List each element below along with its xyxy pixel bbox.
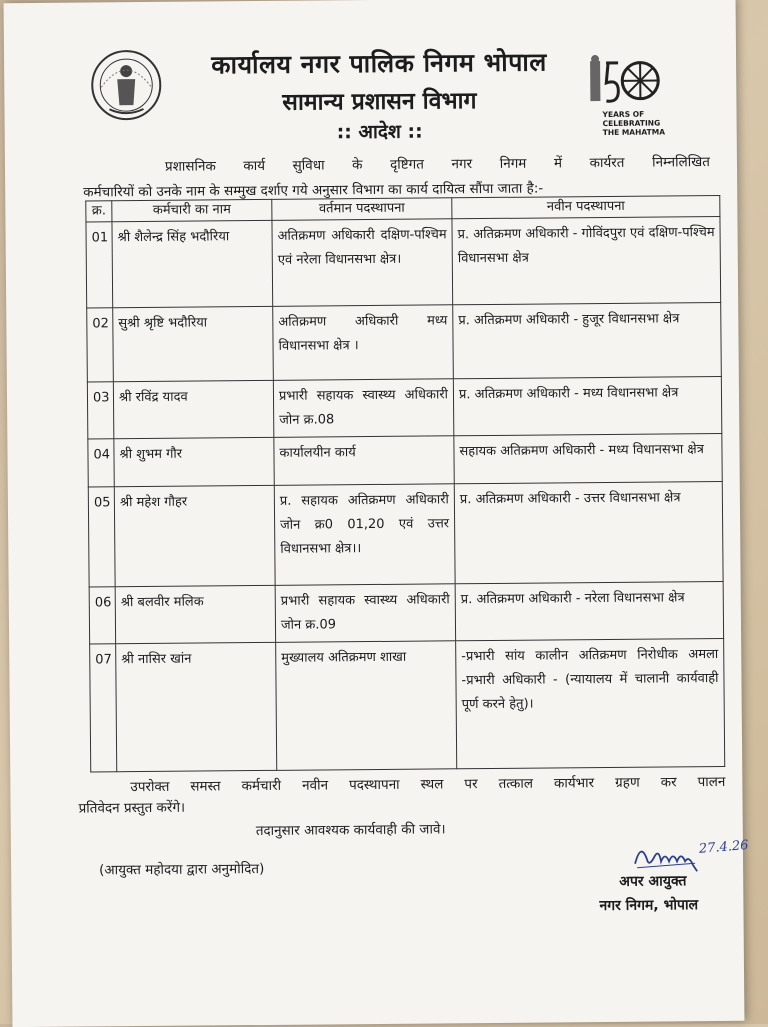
logo-caption-line: CELEBRATING <box>603 118 665 128</box>
cell-sn: 02 <box>87 308 114 382</box>
cell-name: श्री बलवीर मलिक <box>115 585 275 643</box>
table-row <box>90 638 725 772</box>
cell-name: श्री नासिर खांन <box>116 642 277 771</box>
order-document <box>4 0 745 1027</box>
cell-sn: 07 <box>90 644 117 772</box>
footer-line-2: प्रतिवेदन प्रस्तुत करेंगे। <box>78 798 185 817</box>
logo-caption <box>603 109 666 137</box>
designation-title: अपर आयुक्त <box>619 871 686 891</box>
logo-caption-line: YEARS OF <box>603 109 665 119</box>
cell-sn: 06 <box>89 587 115 644</box>
cell-new-posting: प्र. अतिक्रमण अधिकारी - हुजूर विधानसभा क्षेत्र <box>453 302 722 378</box>
logo-caption-line: THE MAHATMA <box>603 127 665 137</box>
cell-name: सुश्री श्रृष्टि भदौरिया <box>113 306 274 381</box>
intro-line-1: प्रशासनिक कार्य सुविधा के दृष्टिगत नगर निगम में कार्यरत निम्नलिखित <box>165 152 710 175</box>
cell-current-posting: कार्यालयीन कार्य <box>274 436 454 486</box>
cell-sn: 03 <box>87 382 113 439</box>
col-header-new-posting: नवीन पदस्थापना <box>452 195 720 218</box>
cell-new-posting: सहायक अतिक्रमण अधिकारी - मध्य विधानसभा क्षेत्र <box>454 433 722 483</box>
table-row <box>87 376 721 439</box>
order-heading: :: आदेश :: <box>195 116 565 145</box>
office-title: कार्यालय नगर पालिक निगम भोपाल <box>194 44 564 81</box>
cell-current-posting: अतिक्रमण अधिकारी मध्य विधानसभा क्षेत्र । <box>273 305 454 381</box>
footer-line-1: उपरोक्त समस्त कर्मचारी नवीन पदस्थापना स्थल पर तत्काल कार्यभार ग्रहण कर पालन <box>130 772 725 795</box>
cell-current-posting: प्रभारी सहायक स्वास्थ्य अधिकारी जोन क्र.08 <box>273 379 453 438</box>
designation-office: नगर निगम, भोपाल <box>599 895 698 915</box>
table-row <box>88 481 723 587</box>
cell-new-posting: प्र. अतिक्रमण अधिकारी - नरेला विधानसभा क्षेत्र <box>455 581 723 640</box>
cell-current-posting: प्रभारी सहायक स्वास्थ्य अधिकारी जोन क्र.09 <box>275 584 455 643</box>
cell-new-posting: प्र. अतिक्रमण अधिकारी - उत्तर विधानसभा क्षेत्र <box>454 481 723 583</box>
signature-date: 27.4.26 <box>698 838 749 857</box>
approval-note: (आयुक्त महोदया द्वारा अनुमोदित) <box>99 859 264 878</box>
table-row <box>86 216 721 308</box>
cell-new-posting: प्र. अतिक्रमण अधिकारी - गोविंदपुरा एवं दक्षिण-पश्चिम विधानसभा क्षेत्र <box>452 216 721 304</box>
table-row <box>87 302 722 382</box>
col-header-name: कर्मचारी का नाम <box>112 199 272 221</box>
cell-name: श्री महेश गौहर <box>114 485 275 586</box>
cell-sn: 04 <box>88 439 114 487</box>
table-row <box>88 433 722 487</box>
cell-current-posting: अतिक्रमण अधिकारी दक्षिण-पश्चिम एवं नरेला विधानसभा क्षेत्र। <box>272 219 453 307</box>
col-header-sn: क्र. <box>86 201 112 222</box>
cell-current-posting: मुख्यालय अतिक्रमण शाखा <box>276 641 457 771</box>
posting-table <box>85 195 725 773</box>
cell-name: श्री शुभम गौर <box>114 437 274 486</box>
cell-name: श्री रविंद्र यादव <box>113 380 273 438</box>
cell-current-posting: प्र. सहायक अतिक्रमण अधिकारी जोन क्र0 01,20 एवं उत्तर विधानसभा क्षेत्र।। <box>274 484 455 586</box>
cell-name: श्री शैलेन्द्र सिंह भदौरिया <box>112 220 273 307</box>
cell-sn: 05 <box>88 487 115 587</box>
footer-line-3: तदानुसार आवश्यक कार्यवाही की जावे। <box>256 819 446 839</box>
cell-sn: 01 <box>86 222 113 308</box>
intro-line-2: कर्मचारियों को उनके नाम के सम्मुख दर्शाए गये अनुसार विभाग का कार्य दायित्व सौंपा जाता है:- <box>83 177 713 200</box>
table-row <box>89 581 723 644</box>
municipal-corporation-seal <box>89 47 164 128</box>
cell-new-posting: -प्रभारी सांय कालीन अतिक्रमण निरोधीक अमला -प्रभारी अधिकारी - (न्यायालय में चालानी कार्यवाही पूर्ण करने हेतु)। <box>456 638 725 768</box>
cell-new-posting: प्र. अतिक्रमण अधिकारी - मध्य विधानसभा क्षेत्र <box>453 376 721 435</box>
col-header-current-posting: वर्तमान पदस्थापना <box>272 198 452 221</box>
department-title: सामान्य प्रशासन विभाग <box>194 82 564 117</box>
